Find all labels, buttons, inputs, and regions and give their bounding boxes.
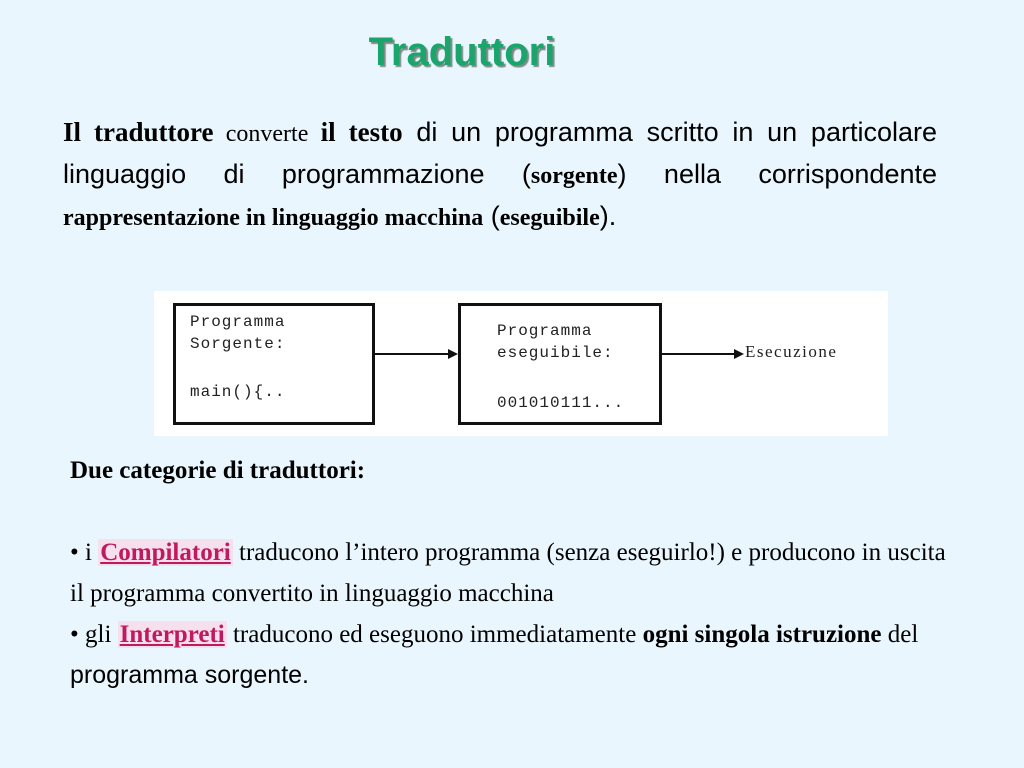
slide-title-text: Traduttori [368,30,556,74]
term-compilatori: Compilatori [100,539,231,566]
intro-paragraph [63,112,937,238]
list-item-compilatori [70,532,950,614]
translation-diagram [154,291,888,436]
intro-term-sorgente: sorgente [530,163,618,189]
compilatori-description: traducono l’intero programma (senza eseguirlo!) e producono in uscita il programma convertito in linguaggio macchina [70,539,946,607]
interpreti-tail: programma sorgente. [70,661,310,689]
source-box-code: main(){.. [190,383,286,401]
exec-box-code: 001010111... [497,394,625,412]
intro-text-main: di un programma scritto in un particolare linguaggio di programmazione ( [63,117,937,189]
term-interpreti: Interpreti [119,621,225,648]
slide-title [0,30,1024,75]
interpreti-bold-phrase: ogni singola istruzione [642,621,882,648]
intro-text-converte: converte [213,121,321,147]
interpreti-description: traducono ed eseguono immediatamente [226,621,643,648]
intro-term-traduttore: Il traduttore [63,117,214,147]
categories-header: Due categorie di traduttori: [70,457,366,484]
execution-label: Esecuzione [745,342,838,361]
list-item-interpreti [70,614,950,696]
interpreti-del: del [881,621,919,648]
arrowhead-icon-2 [734,349,744,359]
intro-text-paren: ( [483,201,500,231]
source-box-line2: Sorgente: [190,335,286,353]
intro-text-nella: ) nella corrispondente [617,159,937,189]
exec-box-line2: eseguibile: [497,344,614,362]
arrowhead-icon-1 [448,349,458,359]
intro-term-testo: il testo [320,117,403,147]
source-box-line1: Programma [190,313,286,331]
bullet-prefix-1: • i [70,539,99,566]
intro-text-end: ). [599,201,617,231]
spacer [70,491,950,532]
exec-box-line1: Programma [497,322,593,340]
intro-term-eseguibile: eseguibile [499,205,600,231]
bullet-prefix-2: • gli [70,621,118,648]
intro-term-rappresentazione: rappresentazione in linguaggio macchina [63,205,484,231]
categories-section [70,450,950,696]
